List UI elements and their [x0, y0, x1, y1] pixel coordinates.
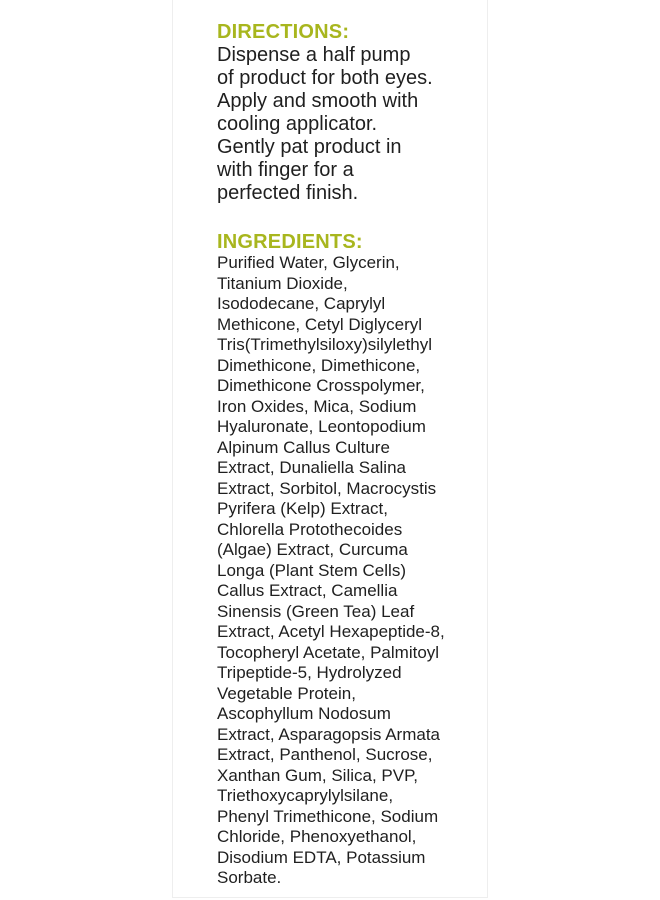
- ingredients-heading: INGREDIENTS:: [217, 231, 363, 253]
- directions-line: cooling applicator.: [217, 113, 378, 135]
- directions-line: perfected finish.: [217, 182, 359, 204]
- ingredients-line: Alpinum Callus Culture: [217, 438, 390, 457]
- directions-line: Dispense a half pump: [217, 44, 411, 66]
- ingredients-line: Hyaluronate, Leontopodium: [217, 417, 426, 436]
- ingredients-line: (Algae) Extract, Curcuma: [217, 540, 408, 559]
- ingredients-line: Isododecane, Caprylyl: [217, 294, 386, 313]
- ingredients-line: Extract, Dunaliella Salina: [217, 458, 406, 477]
- directions-line: of product for both eyes.: [217, 67, 433, 89]
- ingredients-line: Extract, Acetyl Hexapeptide-8,: [217, 622, 445, 641]
- ingredients-line: Xanthan Gum, Silica, PVP,: [217, 766, 418, 785]
- ingredients-line: Callus Extract, Camellia: [217, 581, 398, 600]
- ingredients-line: Phenyl Trimethicone, Sodium: [217, 807, 439, 826]
- ingredients-line: Sorbate.: [217, 868, 282, 887]
- ingredients-line: Tripeptide-5, Hydrolyzed: [217, 663, 402, 682]
- ingredients-line: Pyrifera (Kelp) Extract,: [217, 499, 388, 518]
- directions-heading: DIRECTIONS:: [217, 21, 350, 43]
- directions-line: Gently pat product in: [217, 136, 402, 158]
- label-panel: [172, 0, 488, 898]
- ingredients-line: Extract, Asparagopsis Armata: [217, 725, 440, 744]
- ingredients-line: Longa (Plant Stem Cells): [217, 561, 406, 580]
- ingredients-line: Iron Oxides, Mica, Sodium: [217, 397, 417, 416]
- ingredients-line: Extract, Panthenol, Sucrose,: [217, 745, 433, 764]
- ingredients-line: Tocopheryl Acetate, Palmitoyl: [217, 643, 440, 662]
- ingredients-line: Triethoxycaprylylsilane,: [217, 786, 394, 805]
- ingredients-line: Titanium Dioxide,: [217, 274, 348, 293]
- ingredients-line: Purified Water, Glycerin,: [217, 253, 400, 272]
- ingredients-line: Ascophyllum Nodosum: [217, 704, 391, 723]
- ingredients-line: Chloride, Phenoxyethanol,: [217, 827, 417, 846]
- ingredients-line: Tris(Trimethylsiloxy)silylethyl: [217, 335, 433, 354]
- directions-line: with finger for a: [217, 159, 354, 181]
- ingredients-line: Methicone, Cetyl Diglyceryl: [217, 315, 423, 334]
- ingredients-line: Extract, Sorbitol, Macrocystis: [217, 479, 437, 498]
- ingredients-line: Vegetable Protein,: [217, 684, 356, 703]
- ingredients-line: Sinensis (Green Tea) Leaf: [217, 602, 415, 621]
- directions-line: Apply and smooth with: [217, 90, 419, 112]
- ingredients-line: Disodium EDTA, Potassium: [217, 848, 426, 867]
- ingredients-line: Chlorella Protothecoides: [217, 520, 403, 539]
- ingredients-line: Dimethicone, Dimethicone,: [217, 356, 421, 375]
- ingredients-line: Dimethicone Crosspolymer,: [217, 376, 425, 395]
